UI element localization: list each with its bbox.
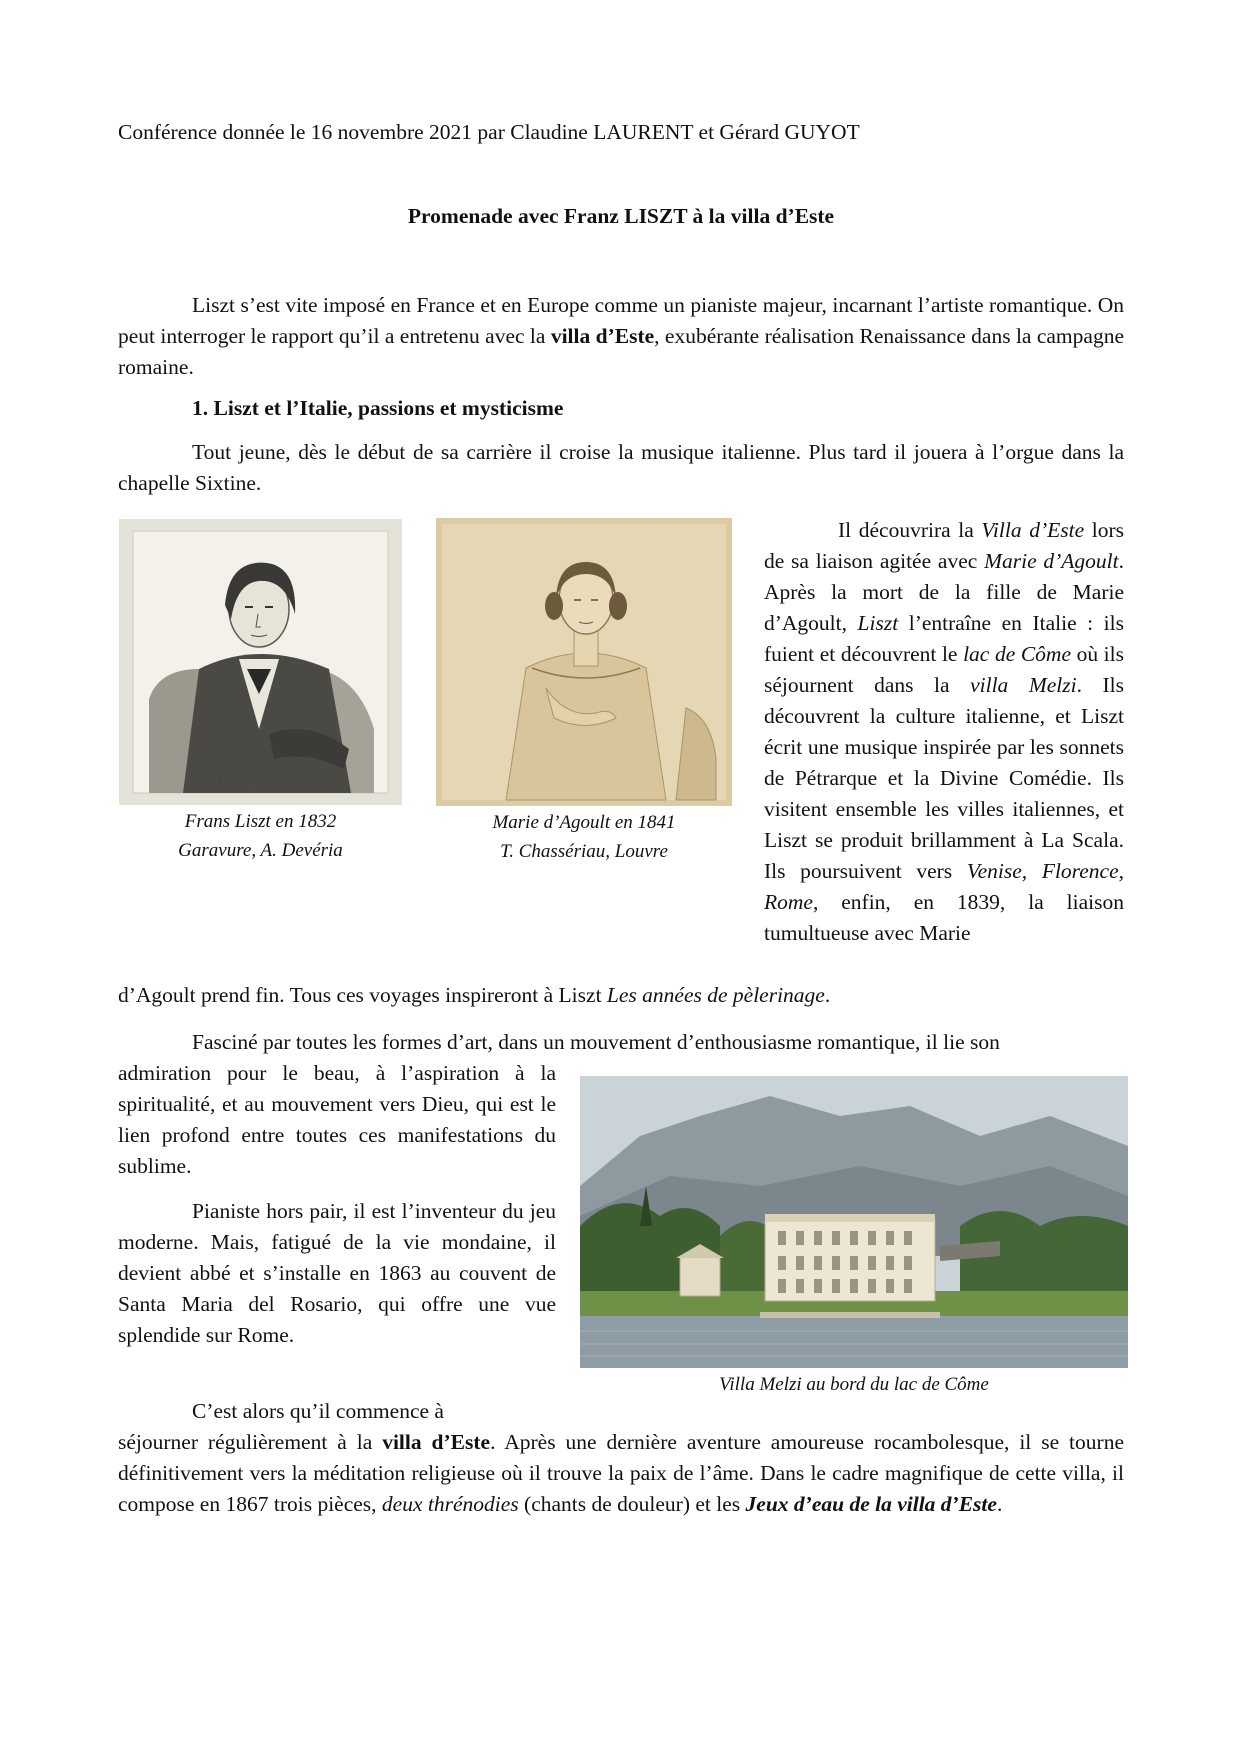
italic-liszt: Liszt [857, 611, 899, 635]
figure-liszt [119, 519, 402, 863]
text-segment: lors de sa liaison agitée avec [764, 518, 1124, 573]
bold-italic-jeux-deau: Jeux d’eau de la villa d’Este [745, 1492, 997, 1516]
intro-text-b: , exubérante réalisation Renaissance dans la campagne romaine. [118, 324, 1124, 379]
caption-liszt-line1: Frans Liszt en 1832 [184, 811, 337, 832]
text-segment: d’Agoult prend fin. Tous ces voyages inspireront à Liszt [118, 983, 607, 1007]
paragraph-sejourner [118, 1427, 1124, 1520]
italic-threnodies: deux thrénodies [381, 1492, 519, 1516]
italic-annees-pelerinage: Les années de pèlerinage [606, 983, 825, 1007]
paragraph-decouvrira [764, 515, 1124, 949]
liszt-inscription: LISZT. [219, 774, 254, 788]
italic-lac-de-come: lac de Côme [963, 642, 1071, 666]
text-segment: . [996, 1492, 1003, 1516]
line-fascine: Fasciné par toutes les formes d’art, dans un mouvement d’enthousiasme romantique, il lie son [192, 1030, 1000, 1054]
caption-liszt-line2: Garavure, A. Devéria [178, 840, 343, 861]
text-segment: . [824, 983, 831, 1007]
liszt-portrait-image [119, 519, 402, 805]
intro-text-a: Liszt s’est vite imposé en France et en Europe comme un pianiste majeur, incarnant l’artiste romantique. On peut interroger le rapport qu’il a entretenu avec la [118, 293, 1124, 348]
text-segment: Il découvrira la [838, 518, 982, 542]
italic-marie-dagoult: Marie d’Agoult [984, 549, 1119, 573]
paragraph-tout-jeune: Tout jeune, dès le début de sa carrière il croise la musique italienne. Plus tard il jouera à l’orgue dans la chapelle Sixtine. [118, 440, 1124, 495]
caption-villa-melzi: Villa Melzi au bord du lac de Côme [719, 1374, 989, 1395]
villa-melzi-photo [580, 1076, 1128, 1368]
text-segment: , enfin, en 1839, la liaison tumultueuse avec Marie [764, 890, 1124, 945]
paragraph-admiration: admiration pour le beau, à l’aspiration à la spiritualité, et au mouvement vers Dieu, qui est le lien profond entre toutes ces manifestations du sublime. [118, 1061, 556, 1178]
figure-marie [436, 518, 732, 864]
italic-villa-melzi: villa Melzi [970, 673, 1077, 697]
conference-line: Conférence donnée le 16 novembre 2021 par Claudine LAURENT et Gérard GUYOT [118, 120, 860, 144]
document-title: Promenade avec Franz LISZT à la villa d’Este [407, 204, 835, 228]
text-segment: . Après la mort de la fille de Marie d’Agoult, [764, 549, 1124, 635]
line-agoult-prend-fin [118, 980, 1124, 1011]
caption-marie-line2: T. Chassériau, Louvre [500, 841, 668, 862]
line-cest-alors: C’est alors qu’il commence à [192, 1399, 444, 1423]
caption-marie-line1: Marie d’Agoult en 1841 [492, 812, 676, 833]
intro-paragraph [118, 290, 1124, 383]
intro-villa-bold: villa d’Este [550, 324, 655, 348]
text-segment: . Ils découvrent la culture italienne, et Liszt écrit une musique inspirée par les sonnets de Pétrarque et la Divine Comédie. Ils visitent ensemble les villes italiennes, et Liszt se produit brillamment à La Scala. Ils poursuivent vers [764, 673, 1124, 883]
figure-villa-melzi [580, 1076, 1128, 1397]
text-segment: (chants de douleur) et les [518, 1492, 746, 1516]
section-heading: 1. Liszt et l’Italie, passions et mysticisme [192, 396, 564, 420]
text-segment: l’entraîne en Italie : ils fuient et découvrent le [764, 611, 1124, 666]
italic-villa-deste: Villa d’Este [981, 518, 1085, 542]
marie-portrait-image [436, 518, 732, 806]
text-segment: où ils séjournent dans la [764, 642, 1124, 697]
text-segment: . Après une dernière aventure amoureuse rocambolesque, il se tourne définitivement vers la méditation religieuse où il trouve la paix de l’âme. Dans le cadre magnifique de cette villa, il compose en 1867 trois pièces, [118, 1430, 1124, 1516]
paragraph-pianiste: Pianiste hors pair, il est l’inventeur du jeu moderne. Mais, fatigué de la vie mondaine, il devient abbé et s’installe en 1863 au couvent de Santa Maria del Rosario, qui offre une vue splendide sur Rome. [118, 1199, 556, 1347]
bold-villa-deste: villa d’Este [382, 1430, 491, 1454]
italic-cities: Venise, Florence, Rome [764, 859, 1124, 914]
text-segment: séjourner régulièrement à la [118, 1430, 383, 1454]
document-page [118, 0, 1124, 1754]
